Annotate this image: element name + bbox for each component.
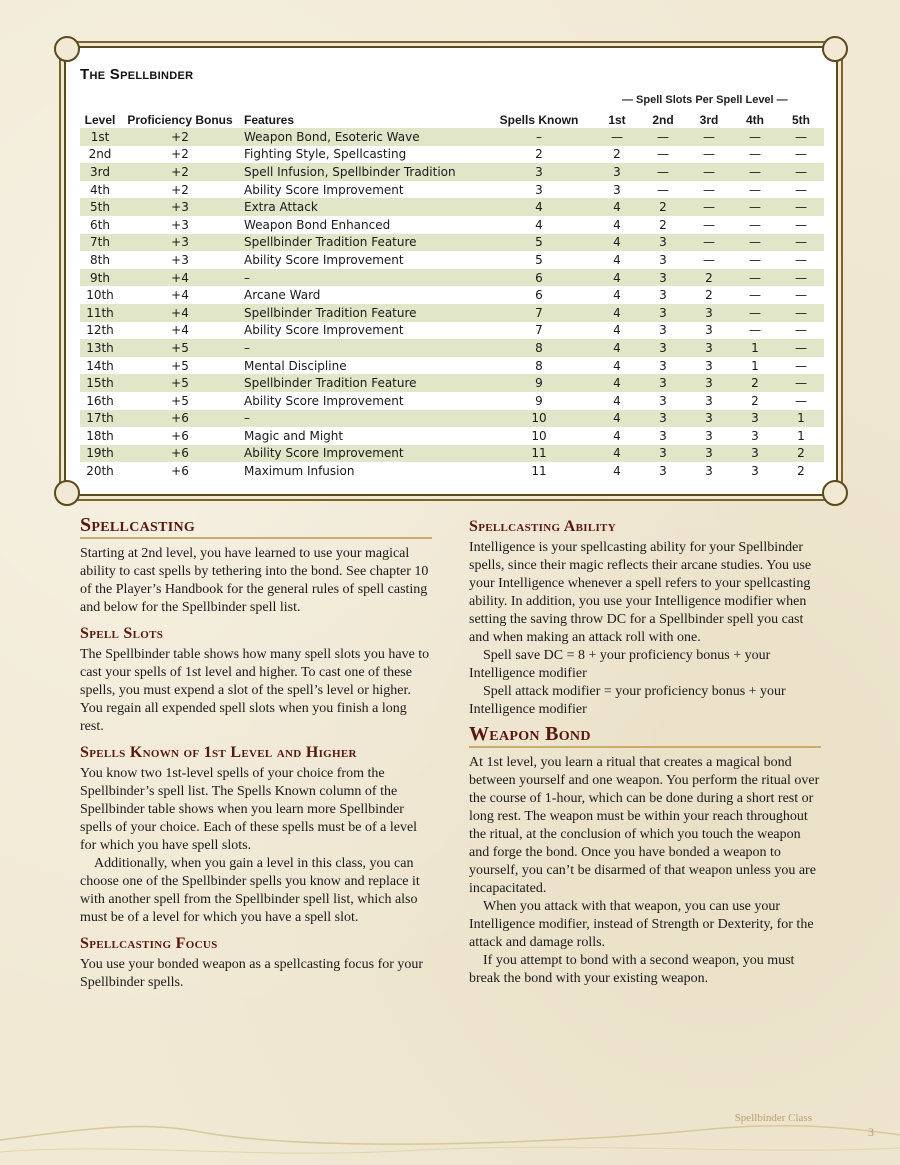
cell-level: 14th	[86, 358, 114, 373]
spellcasting-ability-heading: Spellcasting Ability	[469, 518, 616, 535]
cell-proficiency: +4	[171, 288, 189, 303]
cell-slot-1st: 4	[613, 464, 621, 479]
cell-slot-1st: 4	[613, 428, 621, 443]
cell-slot-1st: 3	[613, 164, 621, 179]
cell-level: 5th	[90, 200, 110, 215]
cell-spells-known: 8	[535, 340, 543, 355]
cell-features: –	[244, 270, 250, 285]
cell-spells-known: 8	[535, 358, 543, 373]
cell-features: Ability Score Improvement	[244, 446, 404, 461]
col-header-proficiency: Proficiency Bonus	[127, 112, 233, 127]
cell-proficiency: +5	[171, 376, 189, 391]
table-row	[80, 216, 824, 234]
spell-slots-heading: Spell Slots	[80, 625, 164, 642]
spellcasting-heading: Spellcasting	[80, 516, 432, 539]
cell-slot-4th: 2	[751, 393, 759, 408]
cell-features: Spellbinder Tradition Feature	[244, 235, 417, 250]
table-title: The Spellbinder	[80, 66, 194, 83]
cell-slot-4th: —	[749, 305, 761, 320]
weapon-bond-text-3: If you attempt to bond with a second weapon, you must break the bond with your existing weapon.	[469, 953, 795, 986]
cell-spells-known: 7	[535, 305, 543, 320]
cell-spells-known: 11	[531, 446, 547, 461]
cell-level: 11th	[86, 305, 114, 320]
cell-spells-known: 11	[531, 464, 547, 479]
cell-slot-4th: 3	[751, 464, 759, 479]
cell-proficiency: +2	[171, 147, 189, 162]
table-row	[80, 198, 824, 216]
cell-slot-1st: 4	[613, 376, 621, 391]
cell-slot-5th: —	[795, 217, 807, 232]
cell-slot-5th: —	[795, 129, 807, 144]
cell-level: 6th	[90, 217, 110, 232]
cell-slot-2nd: —	[657, 147, 669, 162]
cell-slot-1st: —	[611, 129, 623, 144]
cell-spells-known: 3	[535, 164, 543, 179]
cell-slot-1st: 2	[613, 147, 621, 162]
cell-slot-5th: —	[795, 305, 807, 320]
cell-proficiency: +3	[171, 235, 189, 250]
cell-slot-3rd: 3	[705, 393, 713, 408]
cell-slot-3rd: 3	[705, 305, 713, 320]
spellcasting-text: Starting at 2nd level, you have learned to use your magical ability to cast spells by tethering into the bond. See chapter 10 of the Player’s Handbook for the general rules of spell casting and below for the Spellbinder spell list.	[80, 546, 429, 615]
cell-slot-5th: 1	[797, 428, 805, 443]
cell-slot-2nd: 2	[659, 217, 667, 232]
cell-proficiency: +5	[171, 393, 189, 408]
spell-slots-header: — Spell Slots Per Spell Level —	[622, 94, 788, 106]
table-row	[80, 410, 824, 428]
cell-level: 19th	[86, 446, 114, 461]
cell-slot-2nd: 3	[659, 411, 667, 426]
cell-level: 1st	[90, 129, 110, 144]
cell-slot-3rd: 3	[705, 358, 713, 373]
cell-slot-2nd: 3	[659, 446, 667, 461]
cell-slot-3rd: —	[703, 129, 715, 144]
cell-slot-1st: 4	[613, 200, 621, 215]
cell-slot-5th: —	[795, 252, 807, 267]
table-row	[80, 181, 824, 199]
cell-features: Magic and Might	[244, 428, 344, 443]
cell-slot-4th: 3	[751, 411, 759, 426]
cell-slot-4th: 1	[751, 340, 759, 355]
cell-slot-4th: 3	[751, 446, 759, 461]
cell-features: Maximum Infusion	[244, 464, 355, 479]
table-row	[80, 339, 824, 357]
cell-proficiency: +6	[171, 446, 189, 461]
weapon-bond-text: At 1st level, you learn a ritual that creates a magical bond between yourself and one weapon. You perform the ritual over the course of 1-hour, which can be done during a short rest or long rest. The weapon must be within your reach throughout the ritual, at the conclusion of which you touch the weapon and forge the bond. Once you have bonded a weapon to yourself, you can’t be disarmed of that weapon unless you are incapacitated.	[469, 755, 820, 896]
table-body	[80, 128, 824, 480]
cell-level: 9th	[90, 270, 110, 285]
cell-proficiency: +2	[171, 164, 189, 179]
cell-spells-known: 4	[535, 217, 543, 232]
cell-slot-3rd: 3	[705, 411, 713, 426]
cell-slot-3rd: —	[703, 217, 715, 232]
cell-spells-known: 5	[535, 235, 543, 250]
cell-level: 10th	[86, 288, 114, 303]
cell-slot-5th: —	[795, 358, 807, 373]
cell-spells-known: 3	[535, 182, 543, 197]
cell-slot-4th: —	[749, 270, 761, 285]
cell-slot-1st: 4	[613, 252, 621, 267]
col-header-level: Level	[84, 112, 116, 127]
cell-slot-1st: 4	[613, 323, 621, 338]
cell-slot-5th: —	[795, 270, 807, 285]
cell-spells-known: 6	[535, 270, 543, 285]
spells-known-text-2: Additionally, when you gain a level in this class, you can choose one of the Spellbinder spells you know and replace it with another spell from the Spellbinder spell list, which also must be of a level for which you have a spell slot.	[80, 856, 420, 925]
cell-slot-1st: 4	[613, 270, 621, 285]
table-row	[80, 427, 824, 445]
cell-slot-2nd: 3	[659, 270, 667, 285]
col-header-features: Features	[244, 112, 295, 127]
cell-spells-known: 10	[531, 411, 547, 426]
table-row	[80, 462, 824, 480]
cell-slot-5th: 2	[797, 464, 805, 479]
cell-slot-5th: —	[795, 182, 807, 197]
cell-slot-4th: —	[749, 217, 761, 232]
cell-features: Ability Score Improvement	[244, 323, 404, 338]
weapon-bond-text-2: When you attack with that weapon, you can use your Intelligence modifier, instead of Strength or Dexterity, for the attack and damage rolls.	[469, 899, 814, 950]
frame-corner	[822, 36, 848, 62]
cell-slot-3rd: 3	[705, 446, 713, 461]
cell-slot-1st: 4	[613, 217, 621, 232]
spellcasting-ability-text: Intelligence is your spellcasting ability for your Spellbinder spells, since their magic reflects their arcane studies. You use your Intelligence whenever a spell refers to your spellcasting ability. In addition, you use your Intelligence modifier when setting the saving throw DC for a Spellbinder spell you cast and when making an attack roll with one.	[469, 540, 812, 645]
cell-slot-2nd: —	[657, 164, 669, 179]
cell-proficiency: +4	[171, 270, 189, 285]
cell-level: 2nd	[88, 147, 112, 162]
cell-slot-2nd: 3	[659, 376, 667, 391]
cell-features: Ability Score Improvement	[244, 252, 404, 267]
cell-slot-3rd: —	[703, 235, 715, 250]
cell-spells-known: 4	[535, 200, 543, 215]
cell-slot-3rd: —	[703, 182, 715, 197]
cell-slot-2nd: 3	[659, 252, 667, 267]
spellcasting-focus-heading: Spellcasting Focus	[80, 935, 218, 952]
cell-slot-1st: 4	[613, 305, 621, 320]
footer-ornament	[0, 1100, 900, 1165]
cell-slot-4th: —	[749, 200, 761, 215]
frame-corner	[54, 36, 80, 62]
spell-save-dc: Spell save DC = 8 + your proficiency bonus + your Intelligence modifier	[469, 648, 771, 681]
cell-slot-2nd: 3	[659, 288, 667, 303]
cell-features: Extra Attack	[244, 200, 318, 215]
cell-slot-1st: 4	[613, 358, 621, 373]
cell-proficiency: +5	[171, 340, 189, 355]
cell-slot-3rd: 3	[705, 340, 713, 355]
table-row	[80, 392, 824, 410]
cell-slot-1st: 4	[613, 446, 621, 461]
cell-level: 3rd	[90, 164, 110, 179]
cell-slot-4th: 1	[751, 358, 759, 373]
spellbinder-table	[80, 111, 824, 480]
cell-slot-4th: 2	[751, 376, 759, 391]
cell-slot-2nd: 3	[659, 340, 667, 355]
cell-proficiency: +4	[171, 305, 189, 320]
cell-slot-1st: 4	[613, 340, 621, 355]
cell-slot-3rd: —	[703, 164, 715, 179]
cell-slot-2nd: 2	[659, 200, 667, 215]
cell-slot-2nd: —	[657, 129, 669, 144]
col-header-4th: 4th	[746, 112, 764, 127]
cell-features: Mental Discipline	[244, 358, 347, 373]
cell-level: 7th	[90, 235, 110, 250]
cell-level: 17th	[86, 411, 114, 426]
cell-slot-3rd: 2	[705, 288, 713, 303]
cell-slot-2nd: 3	[659, 323, 667, 338]
cell-slot-3rd: —	[703, 147, 715, 162]
cell-proficiency: +2	[171, 182, 189, 197]
cell-slot-4th: —	[749, 252, 761, 267]
cell-slot-5th: —	[795, 288, 807, 303]
col-header-3rd: 3rd	[699, 112, 719, 127]
cell-slot-1st: 4	[613, 235, 621, 250]
cell-features: –	[244, 411, 250, 426]
cell-slot-5th: —	[795, 200, 807, 215]
table-row	[80, 374, 824, 392]
col-header-5th: 5th	[792, 112, 810, 127]
cell-features: –	[244, 340, 250, 355]
table-row	[80, 163, 824, 181]
cell-slot-5th: 1	[797, 411, 805, 426]
table-header-row	[80, 111, 824, 128]
table-row	[80, 251, 824, 269]
cell-slot-4th: —	[749, 288, 761, 303]
cell-slot-5th: 2	[797, 446, 805, 461]
cell-slot-5th: —	[795, 340, 807, 355]
cell-level: 8th	[90, 252, 110, 267]
cell-slot-1st: 4	[613, 411, 621, 426]
cell-spells-known: 9	[535, 393, 543, 408]
frame-corner	[822, 480, 848, 506]
cell-proficiency: +5	[171, 358, 189, 373]
cell-spells-known: 5	[535, 252, 543, 267]
cell-slot-5th: —	[795, 147, 807, 162]
footer-label: Spellbinder Class	[734, 1112, 812, 1124]
cell-proficiency: +4	[171, 323, 189, 338]
cell-slot-3rd: 3	[705, 323, 713, 338]
table-row	[80, 357, 824, 375]
cell-slot-4th: —	[749, 235, 761, 250]
table-row	[80, 286, 824, 304]
table-row	[80, 304, 824, 322]
cell-slot-5th: —	[795, 164, 807, 179]
cell-features: Weapon Bond, Esoteric Wave	[244, 129, 420, 144]
cell-features: Spell Infusion, Spellbinder Tradition	[244, 164, 456, 179]
cell-features: Spellbinder Tradition Feature	[244, 376, 417, 391]
cell-level: 16th	[86, 393, 114, 408]
cell-slot-4th: —	[749, 323, 761, 338]
cell-spells-known: 10	[531, 428, 547, 443]
cell-features: Fighting Style, Spellcasting	[244, 147, 407, 162]
cell-proficiency: +3	[171, 217, 189, 232]
cell-proficiency: +6	[171, 464, 189, 479]
cell-spells-known: 2	[535, 147, 543, 162]
cell-features: Spellbinder Tradition Feature	[244, 305, 417, 320]
table-row	[80, 445, 824, 463]
table-row	[80, 146, 824, 164]
table-row	[80, 269, 824, 287]
spell-attack-modifier: Spell attack modifier = your proficiency bonus + your Intelligence modifier	[469, 684, 786, 717]
frame-corner	[54, 480, 80, 506]
cell-slot-2nd: 3	[659, 464, 667, 479]
cell-proficiency: +6	[171, 411, 189, 426]
cell-proficiency: +3	[171, 252, 189, 267]
cell-level: 15th	[86, 376, 114, 391]
cell-slot-4th: 3	[751, 428, 759, 443]
cell-level: 12th	[86, 323, 114, 338]
class-table-frame	[64, 46, 838, 496]
cell-features: Ability Score Improvement	[244, 182, 404, 197]
cell-proficiency: +2	[171, 129, 189, 144]
cell-proficiency: +3	[171, 200, 189, 215]
spell-slots-text: The Spellbinder table shows how many spell slots you have to cast your spells of 1st level and higher. To cast one of these spells, you must expend a slot of the spell’s level or higher. You regain all expended spell slots when you finish a long rest.	[80, 647, 430, 734]
cell-slot-4th: —	[749, 182, 761, 197]
left-column	[80, 516, 432, 992]
cell-features: Arcane Ward	[244, 288, 321, 303]
cell-slot-5th: —	[795, 235, 807, 250]
col-header-2nd: 2nd	[652, 112, 674, 127]
right-column	[469, 516, 821, 988]
cell-slot-3rd: —	[703, 252, 715, 267]
cell-slot-1st: 3	[613, 182, 621, 197]
spells-known-heading: Spells Known of 1st Level and Higher	[80, 744, 357, 761]
cell-slot-2nd: 3	[659, 358, 667, 373]
cell-slot-3rd: 3	[705, 428, 713, 443]
cell-slot-5th: —	[795, 393, 807, 408]
cell-proficiency: +6	[171, 428, 189, 443]
cell-slot-3rd: 3	[705, 464, 713, 479]
col-header-spells-known: Spells Known	[499, 112, 579, 127]
cell-slot-1st: 4	[613, 288, 621, 303]
cell-features: Ability Score Improvement	[244, 393, 404, 408]
cell-features: Weapon Bond Enhanced	[244, 217, 391, 232]
cell-spells-known: 6	[535, 288, 543, 303]
cell-slot-3rd: 3	[705, 376, 713, 391]
cell-slot-3rd: —	[703, 200, 715, 215]
table-row	[80, 322, 824, 340]
cell-level: 13th	[86, 340, 114, 355]
spellcasting-focus-text: You use your bonded weapon as a spellcasting focus for your Spellbinder spells.	[80, 957, 424, 990]
cell-level: 4th	[90, 182, 110, 197]
cell-slot-2nd: 3	[659, 305, 667, 320]
cell-slot-2nd: 3	[659, 428, 667, 443]
cell-slot-5th: —	[795, 376, 807, 391]
cell-spells-known: 9	[535, 376, 543, 391]
cell-slot-2nd: 3	[659, 393, 667, 408]
cell-slot-4th: —	[749, 147, 761, 162]
cell-slot-2nd: 3	[659, 235, 667, 250]
cell-spells-known: 7	[535, 323, 543, 338]
cell-slot-5th: —	[795, 323, 807, 338]
cell-level: 18th	[86, 428, 114, 443]
table-row	[80, 234, 824, 252]
cell-slot-1st: 4	[613, 393, 621, 408]
cell-slot-4th: —	[749, 164, 761, 179]
cell-slot-3rd: 2	[705, 270, 713, 285]
table-row	[80, 128, 824, 146]
page-number: 3	[868, 1125, 874, 1139]
cell-slot-2nd: —	[657, 182, 669, 197]
weapon-bond-heading: Weapon Bond	[469, 725, 821, 748]
cell-slot-4th: —	[749, 129, 761, 144]
spells-known-text: You know two 1st-level spells of your choice from the Spellbinder’s spell list. The Spells Known column of the Spellbinder table shows when you learn more Spellbinder spells of your choice. Each of these spells must be of a level for which you have spell slots.	[80, 766, 418, 853]
col-header-1st: 1st	[608, 112, 626, 127]
cell-spells-known: –	[536, 129, 542, 144]
cell-level: 20th	[86, 464, 114, 479]
